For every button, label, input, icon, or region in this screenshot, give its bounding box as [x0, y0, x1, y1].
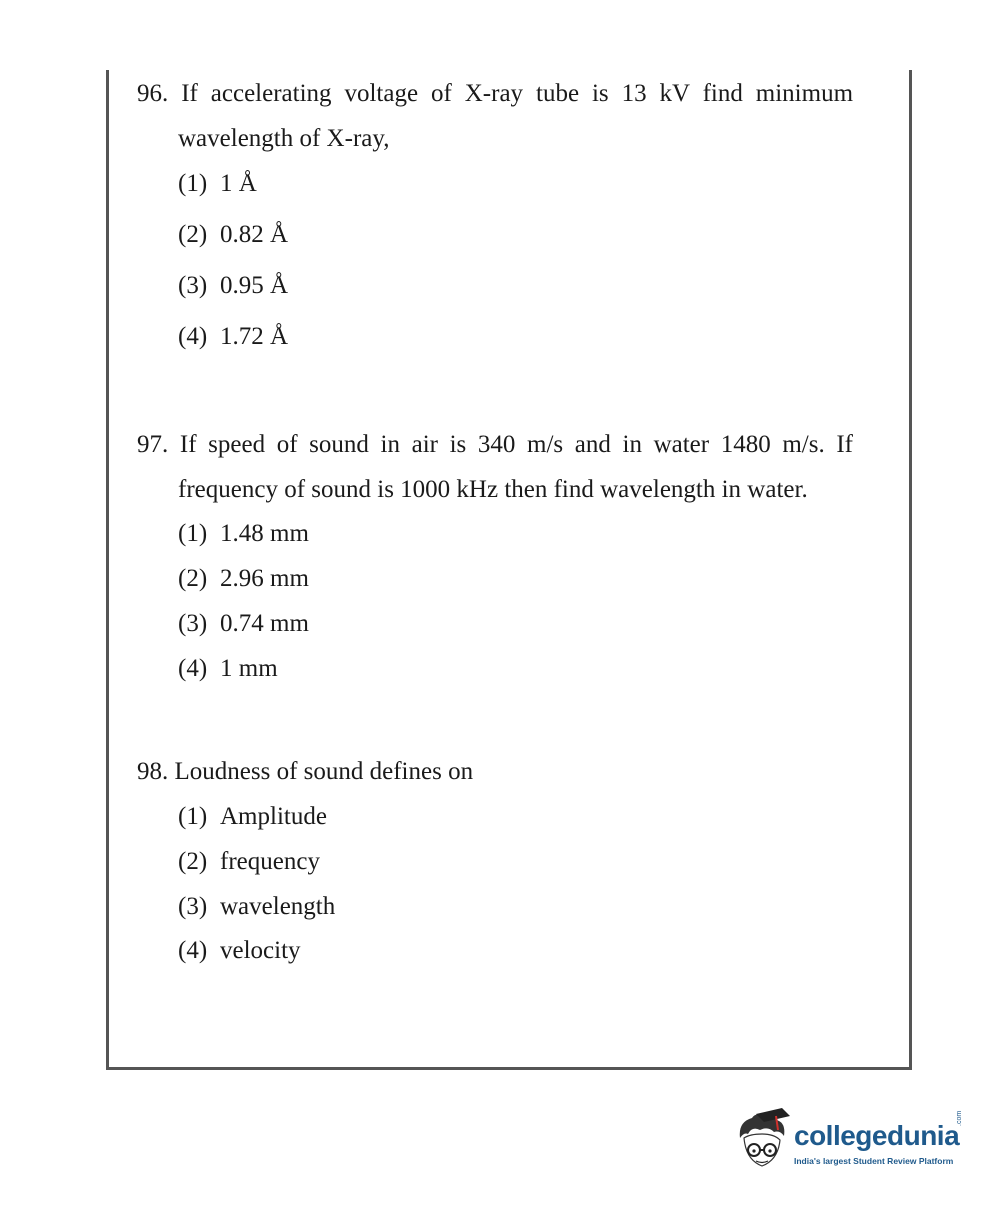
option-96-3: (3) 0.95 Å	[178, 272, 289, 299]
question-number: 97.	[137, 431, 169, 458]
mascot-icon	[734, 1108, 794, 1183]
option-98-1: (1) Amplitude	[178, 803, 327, 830]
option-97-1: (1) 1.48 mm	[178, 520, 309, 547]
question-text: Loudness of sound defines on	[174, 758, 474, 785]
logo-wordmark: collegedunia	[794, 1120, 960, 1151]
collegedunia-logo[interactable]	[734, 1108, 964, 1183]
question-number: 96.	[137, 80, 169, 107]
option-97-3: (3) 0.74 mm	[178, 610, 309, 637]
option-98-3: (3) wavelength	[178, 893, 336, 920]
question-97-line2: frequency of sound is 1000 kHz then find wavelength in water.	[178, 476, 808, 503]
question-98-line1	[137, 757, 473, 787]
option-96-4: (4) 1.72 Å	[178, 323, 289, 350]
question-96-line2: wavelength of X-ray,	[178, 125, 390, 152]
question-number: 98.	[137, 758, 169, 785]
logo-com: .com	[956, 1110, 963, 1126]
option-97-4: (4) 1 mm	[178, 655, 278, 682]
question-text: If speed of sound in air is 340 m/s and in water 1480 m/s. If	[179, 431, 853, 458]
option-97-2: (2) 2.96 mm	[178, 565, 309, 592]
option-96-2: (2) 0.82 Å	[178, 221, 289, 248]
question-text: If accelerating voltage of X-ray tube is 13 kV find minimum	[181, 80, 854, 107]
option-96-1: (1) 1 Å	[178, 170, 257, 197]
logo-tagline: India's largest Student Review Platform	[794, 1156, 954, 1166]
option-98-4: (4) velocity	[178, 937, 301, 964]
option-98-2: (2) frequency	[178, 848, 320, 875]
question-96-line1	[137, 79, 853, 109]
question-97-line1	[137, 430, 853, 460]
